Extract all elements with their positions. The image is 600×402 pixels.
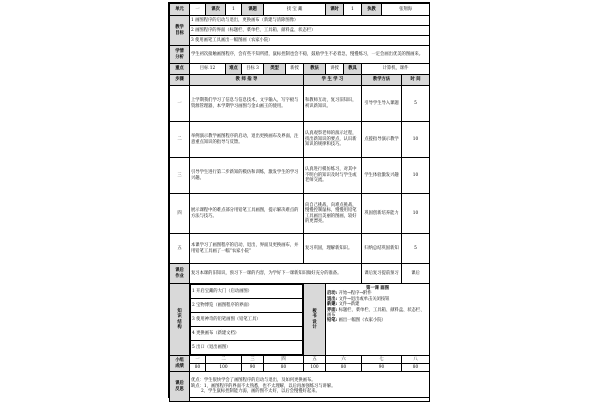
goal-item: 1 画图程序的启动与退出，更换画布（新建与清除图像） bbox=[190, 16, 430, 26]
group-name: 八 bbox=[402, 356, 430, 364]
group-name: 二 bbox=[206, 356, 242, 364]
step-row bbox=[170, 86, 430, 122]
steps-header-student: 学 生 学 习 bbox=[304, 75, 362, 86]
method-value: 讲授 bbox=[326, 64, 344, 75]
analysis-label: 学情 分析 bbox=[170, 46, 190, 64]
key-label: 重点 bbox=[170, 64, 190, 75]
step-method: 引导学生导入课题 bbox=[362, 86, 402, 122]
type-label: 类型 bbox=[264, 64, 286, 75]
group-score: 90 bbox=[362, 364, 402, 372]
step-teacher: 引导学生进行第二步新知的模仿和训练，激发学生的学习兴趣。 bbox=[190, 158, 304, 194]
group-score: 100 bbox=[206, 364, 242, 372]
structure-item: 2 宝物博览（画图程序的界面） bbox=[191, 299, 303, 313]
step-teacher: 举例演示教学画图程序的启动，退出更换画布及界面，注意重点知识的指导与反馈。 bbox=[190, 122, 304, 158]
media-value: 计算机，课件 bbox=[362, 64, 430, 75]
homework-note: 课后复习提前预习 bbox=[362, 264, 402, 284]
step-time: 10 bbox=[402, 194, 430, 234]
reflection-line: 优点：学生很快学会了画图程序的启动与退出，及如何更换画布。 bbox=[191, 378, 316, 384]
steps-header-time: 时 间 bbox=[402, 75, 430, 86]
board-line: 启动: 开始→程序→附件 bbox=[327, 291, 372, 297]
media-label: 教具 bbox=[344, 64, 362, 75]
steps-header-method: 教学方法 bbox=[362, 75, 402, 86]
reflection-text bbox=[190, 372, 430, 402]
structure-item: 3 使用神奇的铅笔画图（铅笔工具） bbox=[191, 313, 303, 327]
step-method: 学生体验激发兴趣 bbox=[362, 158, 402, 194]
group-name: 六 bbox=[326, 356, 362, 364]
step-student: 复习巩固，理解新知识。 bbox=[304, 234, 362, 264]
group-name: 三 bbox=[242, 356, 264, 364]
lesson-no-value: 1 bbox=[226, 4, 242, 16]
steps-header-step: 步骤 bbox=[170, 75, 190, 86]
board-label: 板 书 设 计 bbox=[304, 284, 326, 356]
hours-value: 1 bbox=[344, 4, 362, 16]
key-value: 目标 12 bbox=[190, 64, 226, 75]
step-teacher: 展示课程中的难点部分用铅笔工具画图，提示解决难点的方法与技巧。 bbox=[190, 194, 304, 234]
board-title: 第一课 画图 bbox=[366, 286, 390, 291]
group-name: 五 bbox=[304, 356, 326, 364]
method-label: 教法 bbox=[304, 64, 326, 75]
step-teacher: 本课学习了画图程序的启动，退出，界面及更换画布，并用铅笔工具画了一幅“农家小院” bbox=[190, 234, 304, 264]
lesson-plan-table bbox=[169, 3, 430, 402]
difficulty-label: 难点 bbox=[226, 64, 242, 75]
step-no: 三 bbox=[170, 158, 190, 194]
group-score: 80 bbox=[326, 364, 362, 372]
step-student: 向自己挑战，向难点挑战，慢慢控制鼠标，慢慢用铅笔工具画出美丽的图画，较好的更漂亮。 bbox=[304, 194, 362, 234]
reflection-line: 2、学生鼠标控制能力弱，画的图不太好，以后会慢慢好起来。 bbox=[201, 389, 320, 395]
group-score: 80 bbox=[190, 364, 206, 372]
teacher-label: 执教 bbox=[362, 4, 382, 16]
step-method: 归纳总结巩固新知 bbox=[362, 234, 402, 264]
step-no: 四 bbox=[170, 194, 190, 234]
unit-value: 一 bbox=[190, 4, 206, 16]
step-student: 认真观察老师的演示过程，找出新知识的要点，认识新知识的规律和技巧。 bbox=[304, 122, 362, 158]
goal-item: 3 使用画笔工具画出一幅图画（农家小院） bbox=[190, 36, 430, 46]
difficulty-value: 目标 3 bbox=[242, 64, 264, 75]
step-teacher: 上学期我们学习了信息与信息技术，文字输入，写字板与资源管理器，本学期学习画图与金山画王的使用。 bbox=[190, 86, 304, 122]
lesson-plan-sheet bbox=[168, 2, 430, 398]
step-no: 二 bbox=[170, 122, 190, 158]
topic-value: 找 宝 藏 bbox=[264, 4, 326, 16]
homework-text: 复习本课的旧知识，预习下一课的内容，为学好下一课新知识做好充分的准备。 bbox=[190, 264, 362, 284]
step-row bbox=[170, 158, 430, 194]
step-student: 认真进行模仿练习，对其中不明白的知识及时与学生或老师交流。 bbox=[304, 158, 362, 194]
scores-label: 小组 成绩 bbox=[170, 356, 190, 372]
step-row bbox=[170, 234, 430, 264]
type-value: 新授 bbox=[286, 64, 304, 75]
structure-list bbox=[190, 284, 304, 356]
step-time: 5 bbox=[402, 234, 430, 264]
step-student: 和教师互动，复习旧知识，初识新知识。 bbox=[304, 86, 362, 122]
goal-item: 2 画图程序的界面（标题栏、菜单栏、工具箱、颜料盒、状态栏） bbox=[190, 26, 430, 36]
board-line: 新建: 文件→新建 bbox=[327, 302, 360, 308]
structure-item: 4 更换画布（新建文档） bbox=[191, 327, 303, 341]
step-row bbox=[170, 194, 430, 234]
step-time: 10 bbox=[402, 122, 430, 158]
board-line: 铅笔: 画出一幅图（农家小院） bbox=[327, 318, 386, 324]
structure-label: 知 识 结 构 bbox=[170, 284, 190, 356]
group-name: 四 bbox=[264, 356, 304, 364]
group-name: 七 bbox=[362, 356, 402, 364]
step-time: 10 bbox=[402, 158, 430, 194]
lesson-no-label: 课次 bbox=[206, 4, 226, 16]
structure-item: 5 出口（退出画图） bbox=[191, 341, 303, 355]
step-row bbox=[170, 122, 430, 158]
group-score: 90 bbox=[242, 364, 264, 372]
group-score: 80 bbox=[264, 364, 304, 372]
step-no: 五 bbox=[170, 234, 190, 264]
hours-label: 课时 bbox=[326, 4, 344, 16]
group-score: 80 bbox=[402, 364, 430, 372]
unit-label: 单元 bbox=[170, 4, 190, 16]
group-name: 一 bbox=[190, 356, 206, 364]
homework-label: 课后 作业 bbox=[170, 264, 190, 284]
reflection-label: 课后 反思 bbox=[170, 372, 190, 402]
reflection-line: 缺点：1、画图程序的界面不太熟悉，也不太理解，以后再加强练习与讲解。 bbox=[191, 383, 336, 389]
step-method: 巩固创新培养能力 bbox=[362, 194, 402, 234]
step-time: 5 bbox=[402, 86, 430, 122]
goals-label: 教学 目标 bbox=[170, 16, 190, 46]
board-line: 界面: 标题栏、菜单栏、工具箱、颜料盒、状态栏、画布 bbox=[327, 307, 425, 319]
group-score: 100 bbox=[304, 364, 326, 372]
topic-label: 课题 bbox=[242, 4, 264, 16]
step-method: 点拨指导演示教学 bbox=[362, 122, 402, 158]
homework-note-2: 课后 bbox=[402, 264, 430, 284]
structure-item: 1 开启宝藏的大门（启动画图） bbox=[191, 285, 303, 299]
steps-header-teacher: 教 师 指 导 bbox=[190, 75, 304, 86]
teacher-value: 张翔海 bbox=[382, 4, 430, 16]
board-line: 退出: 文件→退出或单击关闭按钮 bbox=[327, 296, 390, 302]
board-design bbox=[326, 284, 430, 356]
analysis-text: 学生初次接触画图程序，会有些不知所措，鼠标控制也会不稳，鼓励学生不必着急，慢慢练习，一定会画出优美的图画来。 bbox=[190, 46, 430, 64]
step-no: 一 bbox=[170, 86, 190, 122]
